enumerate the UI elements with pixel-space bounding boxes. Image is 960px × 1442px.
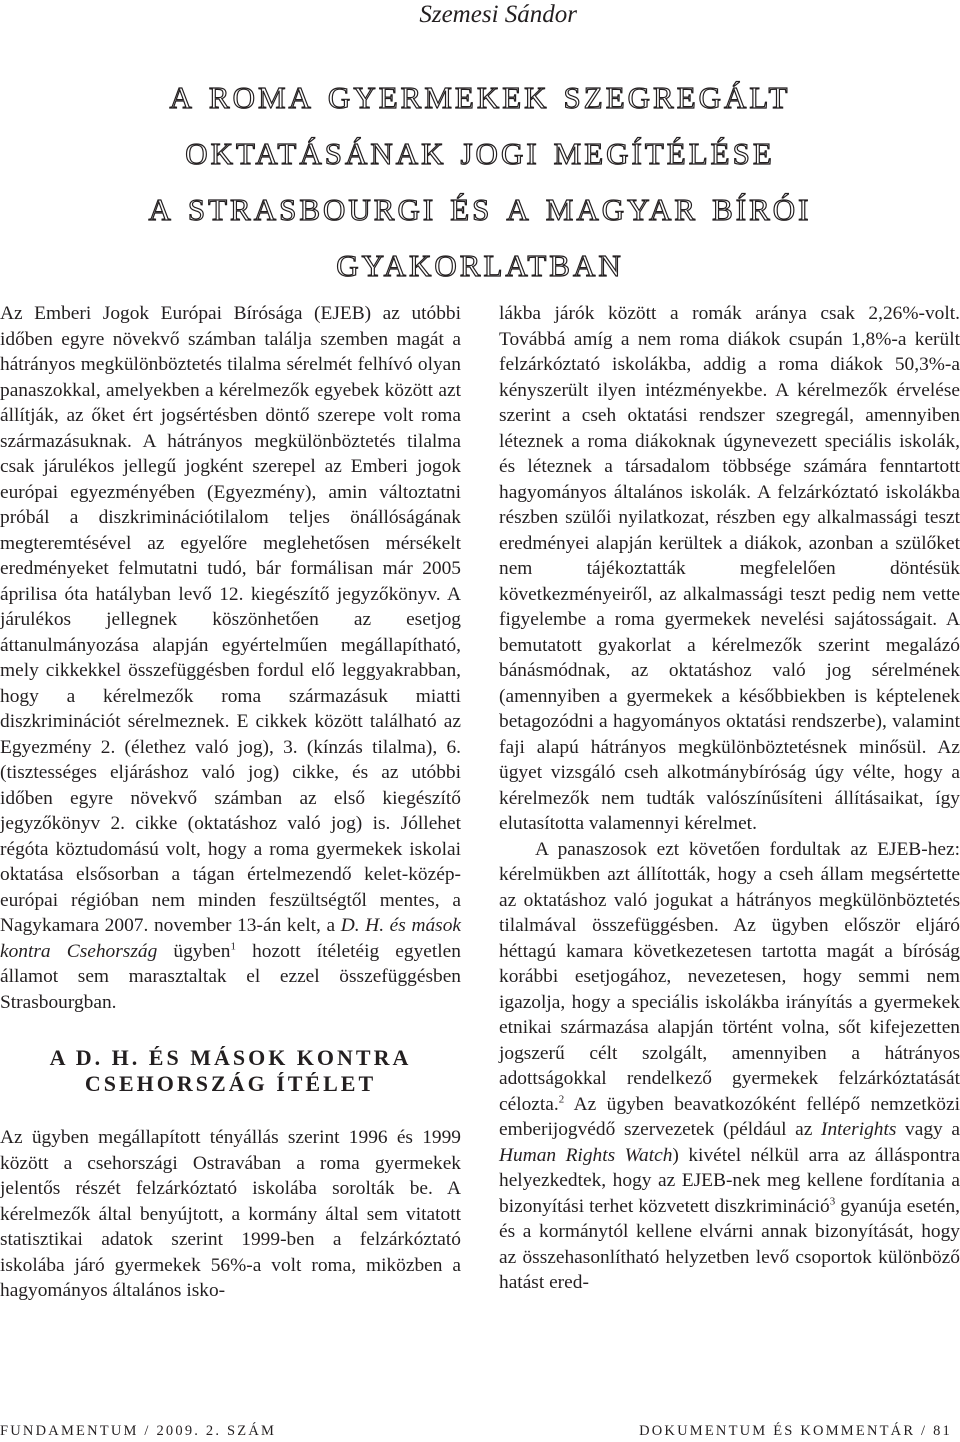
footer-journal: FUNDAMENTUM / 2009. 2. SZÁM	[0, 1423, 277, 1439]
section-heading-line: A D. H. ÉS MÁSOK KONTRA	[49, 1045, 412, 1070]
organization-name: Human Rights Watch	[499, 1144, 673, 1166]
title-line: a strasbourgi és a magyar bírói	[148, 181, 812, 230]
right-column	[499, 301, 960, 1296]
article-title	[0, 66, 960, 290]
author-name: Szemesi Sándor	[419, 1, 577, 28]
section-heading-line: CSEHORSZÁG ÍTÉLET	[84, 1071, 377, 1096]
title-line: gyakorlatban	[336, 237, 624, 286]
complaint-paragraph	[499, 837, 960, 1296]
facts-paragraph: Az ügyben megállapított tényállás szerint 1996 és 1999 között a csehországi Ostravában a roma gyermekek jelentős részét felzárkóztató iskolába sorolták be. A kérelmezők által benyújtott, a kormány által sem vitatott statisztikai adatok szerint 1999-ben a felzárkóztató iskolába járó gyermekek 56%-a volt roma, miközben a hagyományos általános isko-	[0, 1127, 461, 1301]
case-name: D. H. és mások kontra Csehország	[0, 915, 462, 962]
footer-section-page: DOKUMENTUM ÉS KOMMENTÁR / 81	[639, 1423, 952, 1439]
complaint-text-cont: Az ügyben beavatkozóként fellépő nemzetközi emberijogvédő szervezetek (például az	[499, 1093, 960, 1140]
footnote-ref-1[interactable]: 1	[230, 940, 236, 953]
organization-name: Interights	[821, 1119, 897, 1140]
complaint-text-end: gyanúja esetén, és a kormánytól kellene elvárni annak bizonyítását, hogy az összehasonlítható helyzetben levő csoportok különböző hatást ered-	[499, 1195, 960, 1293]
left-column	[0, 301, 461, 1304]
footnote-ref-2[interactable]: 2	[558, 1093, 565, 1106]
title-line: a roma gyermekek szegregált	[169, 69, 791, 118]
intro-paragraph	[0, 301, 461, 1015]
section-heading	[0, 1045, 461, 1097]
intro-text-end: hozott ítéletéig egyetlen államot sem marasztaltak el ezzel összefüggésben Strasbourgban.	[0, 940, 461, 1013]
facts-paragraph-cont: lákba járók között a romák aránya csak 2,26%-volt. Továbbá amíg a nem roma diákok csupán 1,8%-a került felzárkóztató iskolákba, addig a roma diákok 50,3%-a kényszerült ilyen intézményekbe. A kérelmezők érvelése szerint a cseh oktatási rendszer szegregál, amennyiben léteznek a roma diákoknak úgynevezett speciális iskolák, és léteznek a társadalom többsége számára fenntartott hagyományos általános iskolák. A felzárkóztató iskolákba részben szülői nyilatkozat, részben egy alkalmassági teszt eredményei alapján kerültek a diákok, azonban a szülőket nem tájékoztatták megfelelően döntésük következményeiről, az alkalmassági teszt pedig nem vette figyelembe a roma gyermekek nevelési sajátosságait. A bemutatott gyakorlat a kérelmezők szerint megalázó bánásmódnak, az oktatáshoz való jog sérelmének (amennyiben a gyermekek a későbbiekben is képtelenek betagozódni a hagyományos oktatási rendszerbe), valamint faji alapú hátrányos megkülönböztetésnek minősül. Az ügyet vizsgáló cseh alkotmánybíróság úgy vélte, hogy a kérelmezők nem tudták valószínűsíteni állításaikat, így elutasította valamennyi kérelmet.	[499, 303, 960, 834]
complaint-text-cont: vagy a	[896, 1119, 960, 1140]
complaint-text: A panaszosok ezt követően fordultak az EJEB-hez: kérelmükben azt állították, hogy a cseh állam megsértette az oktatáshoz való jogukat a hátrányos megkülönböztetés tilalmával összefüggésben. Az ügyben először eljáró héttagú kamara következetesen tartotta magát a bíróság korábbi esetjogához, nevezetesen, hogy semmi nem igazolja, hogy a speciális iskolákba irányítás a gyermekek etnikai származása alapján történt volna, sőt kifejezetten jogszerű célt szolgált, amennyiben a hátrányos adottságokkal rendelkező gyermekek felzárkóztatását célozta.	[499, 838, 960, 1115]
footnote-ref-3[interactable]: 3	[829, 1195, 836, 1208]
title-line: oktatásának jogi megítélése	[185, 125, 775, 174]
complaint-text-cont: ) kivétel nélkül arra az álláspontra helyezkedtek, hogy az EJEB-nek meg kellene fordítania a bizonyítási terhet közvetett diszkrimináció	[499, 1144, 960, 1217]
intro-text: Az Emberi Jogok Európai Bírósága (EJEB) az utóbbi időben egyre növekvő számban találja szemben magát a hátrányos megkülönböztetés tilalma sérelmét felhívó olyan panaszokkal, amelyekben a kérelmezők egyebek között azt állítják, az őket ért jogsértésben döntő szerepe volt roma származásuknak. A hátrányos megkülönböztetés tilalma csak járulékos jellegű jogként szerepel az Emberi jogok európai egyezményében (Egyezmény), amin változtatni próbál a diszkriminációtilalom teljes önállóságának megteremtésével az egyelőre meglehetősen mérsékelt eredményeket felmutatni tudó, bár formálisan már 2005 áprilisa óta hatályban levő 12. kiegészítő jegyzőkönyv. A járulékos jellegnek köszönhetően az esetjog áttanulmányozása alapján egyértelműen megállapítható, mely cikkekkel összefüggésben fordul elő leggyakrabban, hogy a kérelmezők roma származásuk miatti diszkriminációt sérelmeznek. E cikkek között található az Egyezmény 2. (élethez való jog), 3. (kínzás tilalma), 6. (tisztességes eljáráshoz való jog) cikke, és az utóbbi időben egyre növekvő számban az első kiegészítő jegyzőkönyv 2. cikke (oktatáshoz való jog) is. Jóllehet régóta köztudomású volt, hogy a roma gyermekek iskolai oktatása elsősorban a tágan értelmezendő kelet-közép-európai régióban nem minden feszültségtől mentes, a Nagykamara 2007. november 13-án kelt, a	[0, 303, 461, 936]
intro-text-cont: ügyben	[157, 940, 231, 962]
